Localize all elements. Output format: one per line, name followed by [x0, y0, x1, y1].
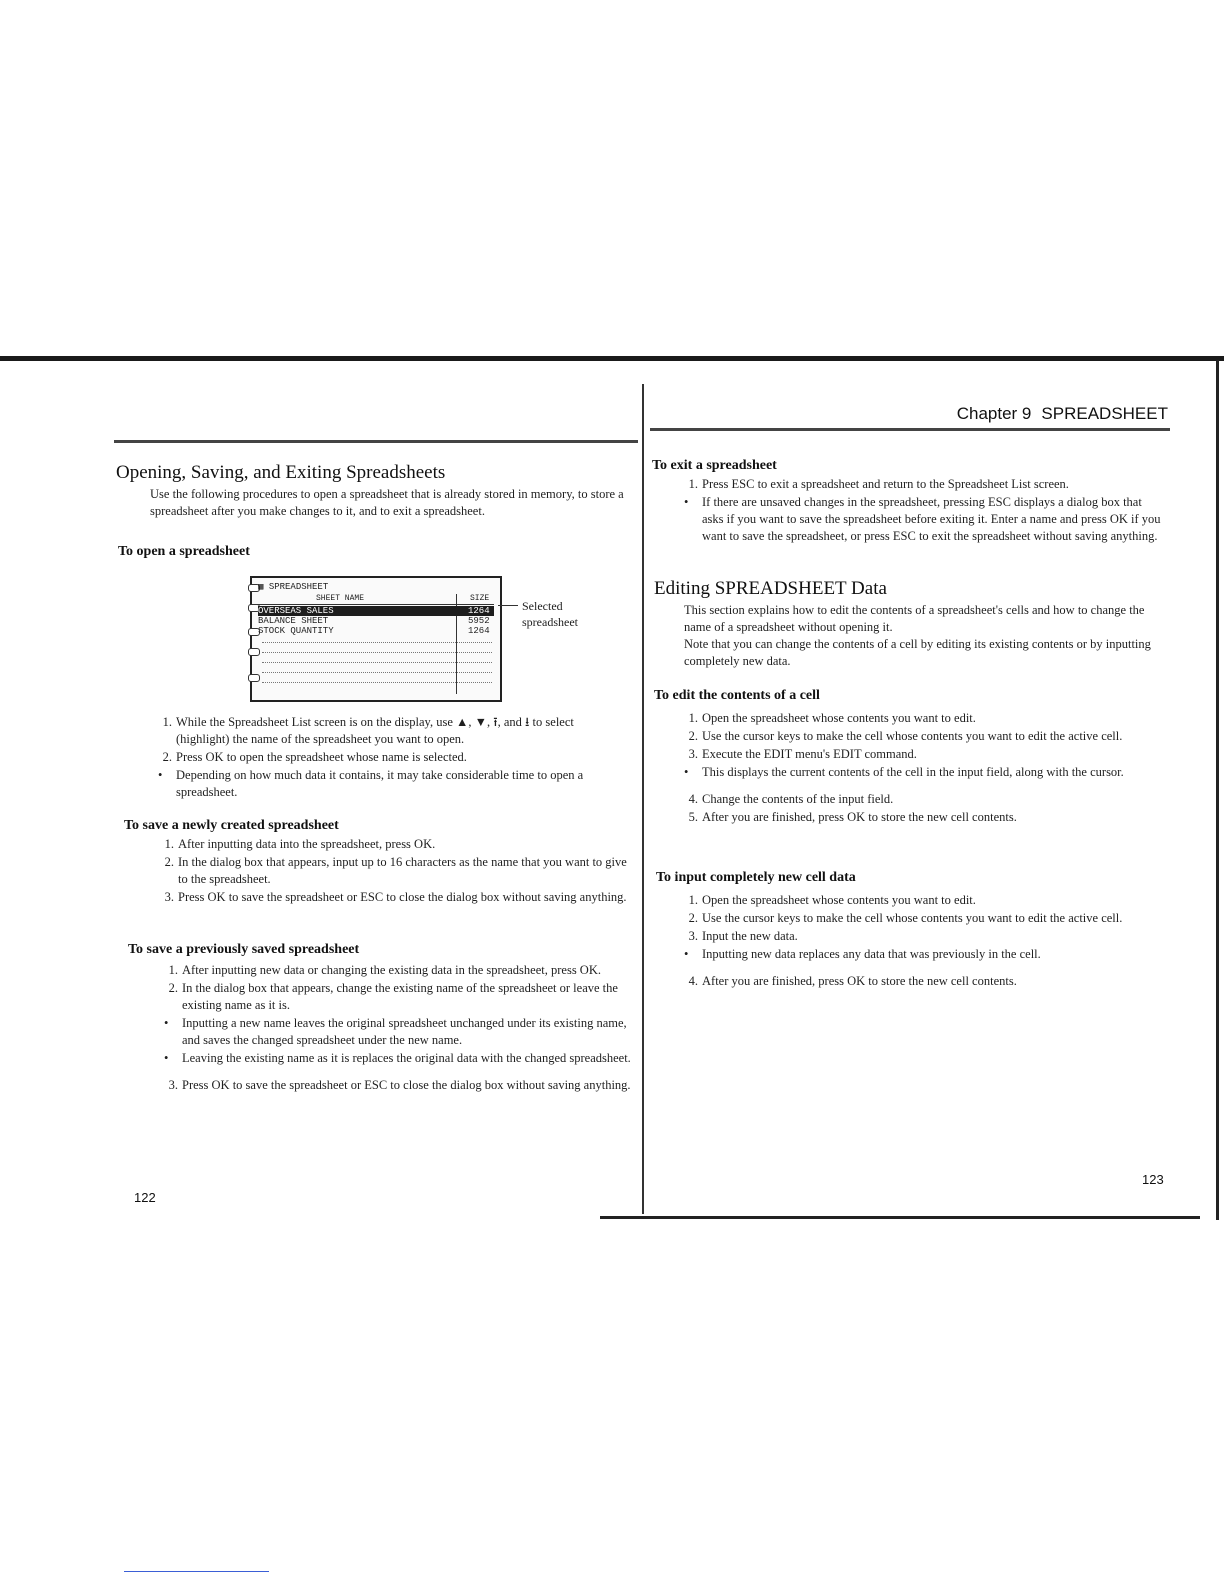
- empty-row-line: [262, 642, 492, 643]
- section-title-editing: Editing SPREADSHEET Data: [654, 578, 887, 599]
- sheet-row[interactable]: [258, 626, 494, 636]
- empty-row-line: [262, 662, 492, 663]
- editing-note: Note that you can change the contents of a cell by editing its existing contents or by inputting completely new data.: [684, 637, 1151, 668]
- step-item: 2. Use the cursor keys to make the cell whose contents you want to edit the active cell.: [688, 911, 1123, 925]
- section-intro: Use the following procedures to open a spreadsheet that is already stored in memory, to store a spreadsheet after you make changes to it, and to exit a spreadsheet.: [150, 487, 624, 518]
- heading-exit-spreadsheet: To exit a spreadsheet: [652, 458, 777, 473]
- sheet-row-selected[interactable]: [258, 606, 494, 616]
- note-item: • Inputting a new name leaves the original spreadsheet unchanged under its existing name, and saves the changed spreadsheet under the new name.: [164, 1016, 627, 1047]
- save-new-steps: [156, 836, 630, 907]
- step-item: 2. In the dialog box that appears, change the existing name of the spreadsheet or leave the existing name as it is.: [168, 981, 618, 1012]
- callout-selected-spreadsheet: Selected spreadsheet: [522, 599, 578, 629]
- top-rule: [0, 356, 1224, 361]
- step-item: 1. While the Spreadsheet List screen is on the display, use ▲, ▼, ⭱, and ⭳ to select (highlight) the name of the spreadsheet you want to open.: [162, 715, 574, 746]
- heading-edit-cell: To edit the contents of a cell: [654, 688, 820, 703]
- heading-save-new: To save a newly created spreadsheet: [124, 818, 339, 833]
- step-item: 3. Press OK to save the spreadsheet or ESC to close the dialog box without saving anything.: [168, 1078, 631, 1092]
- note-item: • Inputting new data replaces any data that was previously in the cell.: [684, 947, 1041, 961]
- spreadsheet-list-screen: [250, 576, 502, 702]
- chapter-number: Chapter 9: [956, 404, 1032, 423]
- exit-steps: [680, 476, 1162, 546]
- section-title-opening: Opening, Saving, and Exiting Spreadsheets: [116, 462, 446, 483]
- callout-leader: [498, 605, 518, 606]
- note-item: • This displays the current contents of the cell in the input field, along with the cursor.: [684, 765, 1124, 779]
- screen-title: ▦ SPREADSHEET: [258, 582, 329, 592]
- step-item: 3. Execute the EDIT menu's EDIT command.: [688, 747, 917, 761]
- empty-row-line: [262, 672, 492, 673]
- open-steps: [154, 714, 628, 802]
- sheet-size: 1264: [468, 626, 490, 636]
- edit-cell-steps: [680, 710, 1162, 827]
- sheet-name: BALANCE SHEET: [258, 616, 329, 626]
- step-item: 1. After inputting data into the spreadsheet, press OK.: [164, 837, 436, 851]
- step-item: 4. After you are finished, press OK to store the new cell contents.: [688, 974, 1017, 988]
- step-item: 3. Input the new data.: [688, 929, 798, 943]
- bottom-rule: [600, 1216, 1200, 1219]
- step-item: 1. Open the spreadsheet whose contents you want to edit.: [688, 711, 976, 725]
- col-sheet-name: SHEET NAME: [316, 594, 365, 603]
- sheet-name: OVERSEAS SALES: [258, 606, 334, 616]
- empty-row-line: [262, 682, 492, 683]
- step-item: 3. Press OK to save the spreadsheet or ESC to close the dialog box without saving anything.: [164, 890, 627, 904]
- step-item: 1. Press ESC to exit a spreadsheet and return to the Spreadsheet List screen.: [688, 477, 1069, 491]
- chapter-header: [957, 404, 1168, 424]
- sheet-size: 1264: [468, 606, 490, 616]
- editing-intro: This section explains how to edit the contents of a spreadsheet's cells and how to change the name of a spreadsheet without opening it.: [684, 603, 1145, 634]
- step-item: 5. After you are finished, press OK to store the new cell contents.: [688, 810, 1017, 824]
- heading-save-previous: To save a previously saved spreadsheet: [128, 942, 360, 957]
- binder-ring-icon: [248, 648, 260, 656]
- sheet-row[interactable]: [258, 616, 494, 626]
- binder-ring-icon: [248, 674, 260, 682]
- step-item: 2. Use the cursor keys to make the cell whose contents you want to edit the active cell.: [688, 729, 1123, 743]
- note-item: • Leaving the existing name as it is replaces the original data with the changed spreadsheet.: [164, 1051, 631, 1065]
- page-number-left: 122: [134, 1190, 156, 1205]
- heading-open-spreadsheet: To open a spreadsheet: [118, 544, 250, 559]
- page-number-right: 123: [1142, 1172, 1164, 1187]
- heading-input-new-cell: To input completely new cell data: [656, 870, 856, 885]
- save-prev-steps: [160, 962, 632, 1095]
- step-item: 4. Change the contents of the input field.: [688, 792, 894, 806]
- input-new-steps: [680, 892, 1162, 991]
- left-header-rule: [114, 440, 638, 443]
- step-item: 2. Press OK to open the spreadsheet whose name is selected.: [162, 750, 467, 764]
- note-item: • Depending on how much data it contains, it may take considerable time to open a spreadsheet.: [158, 768, 584, 799]
- note-item: • If there are unsaved changes in the spreadsheet, pressing ESC displays a dialog box that asks if you want to save the spreadsheet before exiting it. Enter a name and press OK if you want to save the spreadsheet, or press ESC to exit the spreadsheet without saving anything.: [684, 495, 1161, 543]
- screen-title-text: SPREADSHEET: [268, 582, 329, 592]
- right-edge-rule: [1216, 360, 1219, 1220]
- empty-row-line: [262, 652, 492, 653]
- step-item: 2. In the dialog box that appears, input up to 16 characters as the name that you want to give to the spreadsheet.: [164, 855, 627, 886]
- chapter-title: SPREADSHEET: [1041, 404, 1168, 423]
- col-size: SIZE: [470, 594, 490, 603]
- right-header-rule: [650, 428, 1170, 431]
- sheet-name: STOCK QUANTITY: [258, 626, 334, 636]
- screen-column-header: [256, 594, 494, 605]
- page-spine: [642, 384, 644, 1214]
- blue-underline: [124, 1571, 269, 1572]
- sheet-size: 5952: [468, 616, 490, 626]
- step-item: 1. After inputting new data or changing the existing data in the spreadsheet, press OK.: [168, 963, 601, 977]
- step-item: 1. Open the spreadsheet whose contents you want to edit.: [688, 893, 976, 907]
